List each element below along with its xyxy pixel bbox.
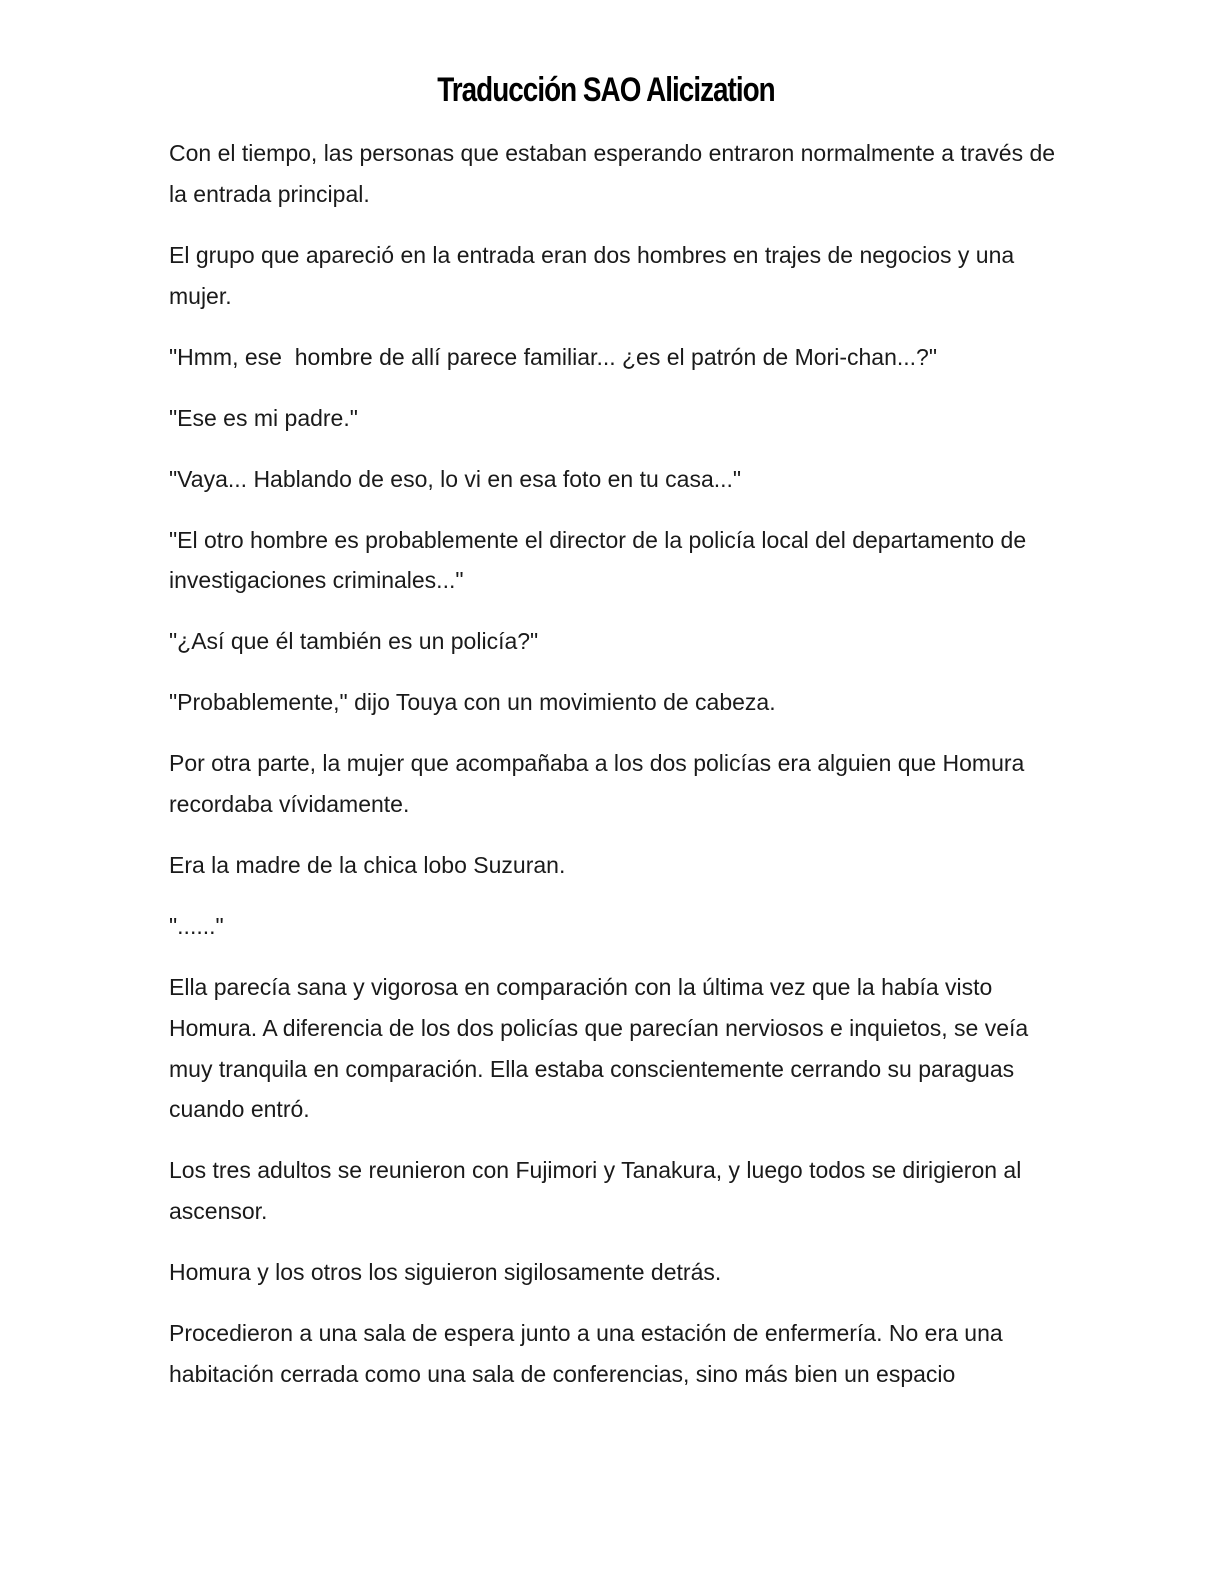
paragraph: Era la madre de la chica lobo Suzuran. <box>169 852 566 879</box>
document-body <box>169 133 1062 1415</box>
paragraph: Por otra parte, la mujer que acompañaba a los dos policías era alguien que Homura recordaba vívidamente. <box>169 750 1031 818</box>
paragraph: Los tres adultos se reunieron con Fujimori y Tanakura, y luego todos se dirigieron al ascensor. <box>169 1157 1028 1225</box>
paragraph: "Hmm, ese hombre de allí parece familiar... ¿es el patrón de Mori-chan...?" <box>169 343 937 370</box>
paragraph: "El otro hombre es probablemente el director de la policía local del departamento de investigaciones criminales..." <box>169 526 1033 594</box>
paragraph: El grupo que apareció en la entrada eran dos hombres en trajes de negocios y una mujer. <box>169 241 1021 309</box>
paragraph: "¿Así que él también es un policía?" <box>169 628 539 655</box>
paragraph: Con el tiempo, las personas que estaban esperando entraron normalmente a través de la entrada principal. <box>169 140 1062 207</box>
document-title: Traducción SAO Alicization <box>437 71 775 109</box>
paragraph: Ella parecía sana y vigorosa en comparación con la última vez que la había visto Homura. A diferencia de los dos policías que parecían nerviosos e inquietos, se veía muy tranquila en comparación. Ella estaba conscientemente cerrando su paraguas cuando entró. <box>169 974 1035 1123</box>
paragraph: "......" <box>169 913 224 940</box>
paragraph: "Probablemente," dijo Touya con un movimiento de cabeza. <box>169 689 776 716</box>
paragraph: Homura y los otros los siguieron sigilosamente detrás. <box>169 1259 722 1286</box>
paragraph: Procedieron a una sala de espera junto a una estación de enfermería. No era una habitación cerrada como una sala de conferencias, sino más bien un espacio <box>169 1320 1010 1387</box>
paragraph: "Ese es mi padre." <box>169 404 358 431</box>
paragraph: "Vaya... Hablando de eso, lo vi en esa foto en tu casa..." <box>169 465 742 492</box>
